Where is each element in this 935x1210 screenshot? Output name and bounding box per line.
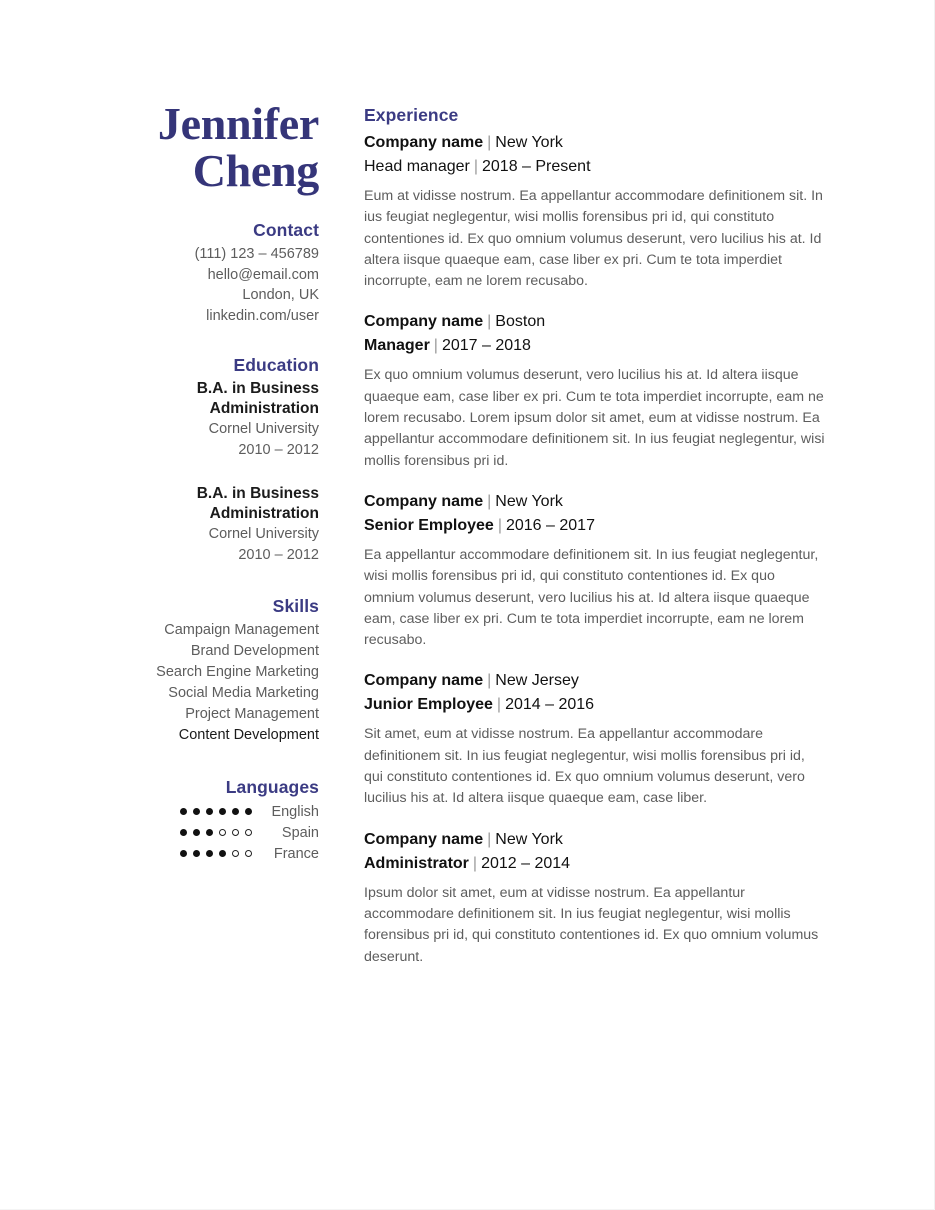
job-description: Ipsum dolor sit amet, eum at vidisse nostrum. Ea appellantur accommodare definitionem sit. In ius feugiat neglegentur, wisi mollis forensibus pri id, qui constituto contentiones id. Ex quo omnium volumus deserunt. xyxy=(364,884,819,965)
job-role-line xyxy=(364,514,834,538)
contact-heading: Contact xyxy=(253,220,319,240)
education-section xyxy=(116,354,319,565)
language-name: France xyxy=(273,845,319,862)
job-description: Ex quo omnium volumus deserunt, vero lucilius his at. Id altera iisque quaeque eam, case liber ex pri. Cum te tota imperdiet incorrupte, eam ne lorem recusabo. Lorem ipsum dolor sit amet, eum at vidisse nostrum. Ea appellantur accommodare definitionem sit. In ius feugiat neglegentur, wisi mollis forensibus pri id. xyxy=(364,367,825,469)
skills-list xyxy=(116,620,319,746)
last-name: Cheng xyxy=(192,145,319,196)
job-role: Senior Employee xyxy=(364,516,494,534)
dot-filled-icon xyxy=(206,829,213,836)
education-heading: Education xyxy=(233,355,319,375)
skill-item: Search Engine Marketing xyxy=(156,664,319,680)
contact-line[interactable]: linkedin.com/user xyxy=(206,307,319,324)
dot-filled-icon xyxy=(232,808,239,815)
dot-filled-icon xyxy=(219,850,226,857)
separator-glyph: | xyxy=(473,158,478,175)
job-location: New York xyxy=(495,134,563,151)
languages-section xyxy=(116,776,319,864)
job-location: Boston xyxy=(495,313,546,331)
sidebar xyxy=(0,0,319,864)
separator-glyph: | xyxy=(487,672,492,690)
skill-item: Brand Development xyxy=(190,643,319,659)
dot-filled-icon xyxy=(180,808,187,815)
separator-glyph: | xyxy=(497,516,502,534)
experience-item xyxy=(364,828,834,968)
language-row xyxy=(116,843,319,864)
dot-filled-icon xyxy=(180,850,187,857)
dot-filled-icon xyxy=(245,808,252,815)
separator-glyph: | xyxy=(496,696,502,714)
experience-item xyxy=(364,131,834,292)
job-company-line xyxy=(364,669,834,693)
education-school: Cornel University xyxy=(208,421,319,437)
contact-lines xyxy=(116,244,319,326)
skill-item: Social Media Marketing xyxy=(168,685,319,701)
separator-glyph: | xyxy=(472,854,478,872)
skills-section xyxy=(116,595,319,746)
separator-glyph: | xyxy=(487,492,492,510)
dot-empty-icon xyxy=(232,829,239,836)
dot-filled-icon xyxy=(180,829,187,836)
candidate-name xyxy=(116,100,319,194)
job-description: Ea appellantur accommodare definitionem sit. In ius feugiat neglegentur, wisi mollis forensibus pri id, qui constituto contentiones id. Ex quo omnium volumus deserunt, vero lucilius his at. Id altera iisque quaeque eam, case liber ex pri. Cum te tota imperdiet incorrupte, eam ne lorem recusabo. xyxy=(364,546,819,649)
skills-heading: Skills xyxy=(272,596,319,616)
language-name: Spain xyxy=(281,824,319,841)
language-level-dots xyxy=(180,850,252,857)
dot-filled-icon xyxy=(193,829,200,836)
education-list xyxy=(116,379,319,565)
contact-line[interactable]: hello@email.com xyxy=(207,266,319,283)
education-years: 2010 – 2012 xyxy=(238,441,319,458)
dot-empty-icon xyxy=(232,850,239,857)
separator-glyph: | xyxy=(433,337,438,355)
experience-heading: Experience xyxy=(364,105,459,125)
job-role: Administrator xyxy=(364,854,469,872)
job-dates: 2018 – Present xyxy=(482,158,591,175)
separator-glyph: | xyxy=(487,313,492,331)
job-company-line xyxy=(364,490,834,514)
dot-empty-icon xyxy=(245,850,252,857)
education-degree: B.A. in Business Administration xyxy=(196,485,319,522)
experience-item xyxy=(364,669,834,809)
education-years: 2010 – 2012 xyxy=(238,546,319,563)
job-dates: 2014 – 2016 xyxy=(505,696,595,714)
dot-empty-icon xyxy=(245,829,252,836)
language-name: English xyxy=(271,803,319,820)
job-dates: 2016 – 2017 xyxy=(505,516,595,534)
language-row xyxy=(116,822,319,843)
job-dates: 2012 – 2014 xyxy=(481,854,571,872)
job-company: Company name xyxy=(364,830,484,848)
education-item xyxy=(116,484,319,565)
education-school: Cornel University xyxy=(208,526,319,542)
experience-item xyxy=(364,310,834,471)
language-row xyxy=(116,801,319,822)
dot-filled-icon xyxy=(193,808,200,815)
job-company: Company name xyxy=(364,134,484,151)
main-column xyxy=(364,0,834,968)
job-role: Head manager xyxy=(364,158,470,175)
skill-item: Project Management xyxy=(185,706,319,722)
dot-filled-icon xyxy=(206,850,213,857)
contact-line[interactable]: (111) 123 – 456789 xyxy=(194,246,319,262)
job-location: New Jersey xyxy=(495,672,579,690)
job-role-line xyxy=(364,155,834,179)
job-company: Company name xyxy=(364,672,484,690)
dot-filled-icon xyxy=(193,850,200,857)
education-item xyxy=(116,379,319,460)
job-company-line xyxy=(364,828,834,852)
dot-filled-icon xyxy=(206,808,213,815)
language-level-dots xyxy=(180,808,252,815)
job-dates: 2017 – 2018 xyxy=(441,337,531,355)
contact-line[interactable]: London, UK xyxy=(242,287,319,303)
separator-glyph: | xyxy=(487,830,492,848)
job-company-line xyxy=(364,310,834,334)
job-company: Company name xyxy=(364,492,484,510)
contact-section xyxy=(116,219,319,326)
language-level-dots xyxy=(180,829,252,836)
languages-list xyxy=(116,801,319,864)
first-name: Jennifer xyxy=(157,98,319,149)
skill-item: Campaign Management xyxy=(164,622,319,638)
experience-item xyxy=(364,490,834,651)
job-description: Sit amet, eum at vidisse nostrum. Ea appellantur accommodare definitionem sit. In ius feugiat neglegentur, wisi mollis forensibus pri id, qui constituto contentiones id. Ex quo omnium volumus deserunt, vero lucilius his at. Id altera iisque quaeque eam, case liber. xyxy=(364,726,805,807)
job-location: New York xyxy=(495,830,563,848)
separator-glyph: | xyxy=(487,134,492,151)
job-role: Manager xyxy=(364,337,430,355)
job-role-line xyxy=(364,852,834,876)
job-description: Eum at vidisse nostrum. Ea appellantur accommodare definitionem sit. In ius feugiat neglegentur, wisi mollis forensibus pri id, qui constituto contentiones id. Ex quo omnium volumus deserunt, vero lucilius his at. Id altera iisque quaeque eam, case liber ex pri. Cum te tota imperdiet incorrupte, eam ne lorem recusabo. xyxy=(364,188,823,290)
job-role-line xyxy=(364,334,834,358)
experience-list xyxy=(364,131,834,968)
job-role: Junior Employee xyxy=(364,696,493,714)
skill-item: Content Development xyxy=(178,727,319,743)
job-role-line xyxy=(364,693,834,717)
job-location: New York xyxy=(495,492,563,510)
education-degree: B.A. in Business Administration xyxy=(196,380,319,417)
languages-heading: Languages xyxy=(225,777,319,797)
job-company: Company name xyxy=(364,313,484,331)
dot-empty-icon xyxy=(219,829,226,836)
job-company-line xyxy=(364,131,834,155)
dot-filled-icon xyxy=(219,808,226,815)
